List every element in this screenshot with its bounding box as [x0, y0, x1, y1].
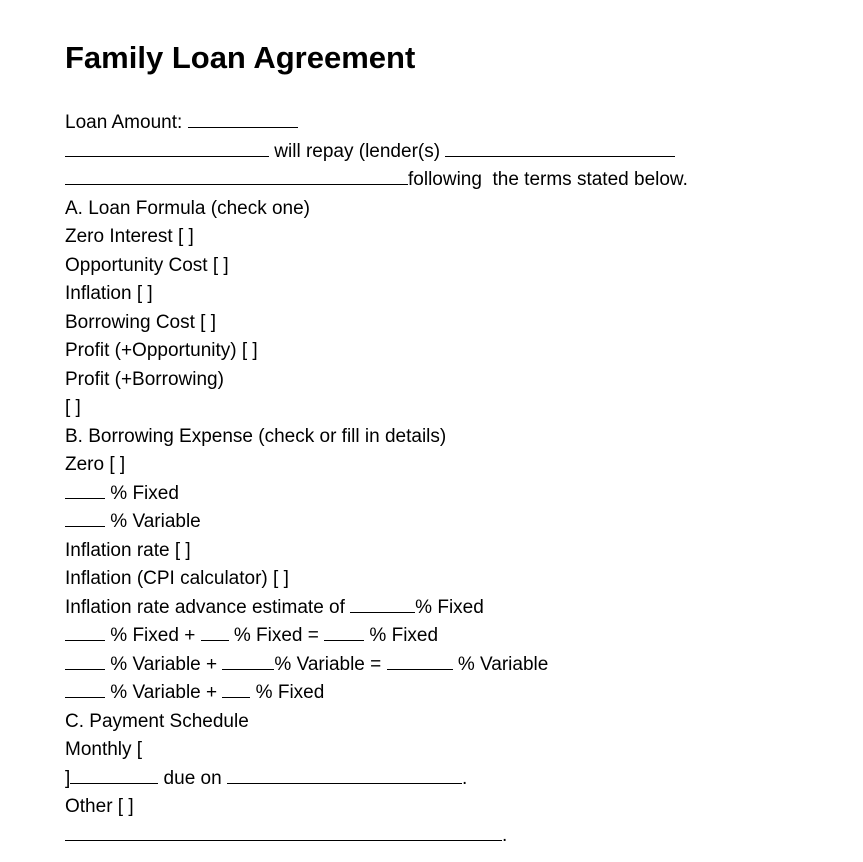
variable-sum-blank-1[interactable] [65, 651, 105, 670]
due-on-blank[interactable] [227, 765, 462, 784]
following-terms-label: following the terms stated below. [408, 169, 688, 190]
variable-sum-line [65, 651, 845, 680]
mixed-sum-blank-2[interactable] [222, 679, 250, 698]
variable-sum-blank-2[interactable] [222, 651, 274, 670]
variable-sum-label-2: % Variable = [274, 653, 387, 675]
inflation-advance-fixed-label: % Fixed [415, 596, 484, 618]
fixed-blank[interactable] [65, 480, 105, 499]
section-a-heading: A. Loan Formula (check one) [65, 197, 311, 219]
profit-opportunity-option[interactable]: Profit (+Opportunity) [ ] [65, 340, 258, 361]
mixed-sum-label-1: % Variable + [105, 682, 223, 703]
document-title: Family Loan Agreement [65, 40, 416, 75]
other-details-line [65, 822, 845, 851]
section-c-heading: C. Payment Schedule [65, 710, 249, 732]
fixed-sum-line [65, 622, 845, 651]
due-on-label: due on [158, 767, 227, 789]
fixed-label: % Fixed [105, 482, 179, 504]
inflation-rate-option[interactable]: Inflation rate [ ] [65, 539, 191, 561]
mixed-sum-blank-1[interactable] [65, 679, 105, 698]
loan-amount-line [65, 109, 845, 138]
fixed-sum-label-3: % Fixed [364, 625, 439, 646]
variable-label: % Variable [105, 511, 201, 532]
loan-amount-blank[interactable] [188, 109, 298, 128]
inflation-advance-line [65, 594, 845, 623]
monthly-option[interactable]: Monthly [ [65, 739, 143, 760]
zero-option[interactable]: Zero [ ] [65, 454, 126, 475]
zero-interest-option[interactable]: Zero Interest [ ] [65, 226, 194, 247]
section-b-heading: B. Borrowing Expense (check or fill in details) [65, 425, 447, 447]
will-repay-label: will repay (lender(s) [269, 140, 446, 162]
other-details-blank[interactable] [65, 822, 502, 841]
mixed-sum-line [65, 679, 845, 708]
lender-blank[interactable] [445, 138, 675, 157]
other-option[interactable]: Other [ ] [65, 796, 134, 817]
fixed-sum-blank-1[interactable] [65, 622, 105, 641]
lender-continued-blank[interactable] [65, 166, 408, 185]
opportunity-cost-option[interactable]: Opportunity Cost [ ] [65, 254, 229, 276]
variable-sum-label-3: % Variable [452, 653, 549, 675]
profit-borrowing-option: Profit (+Borrowing) [65, 368, 224, 390]
fixed-sum-blank-2[interactable] [201, 622, 229, 641]
inflation-advance-blank[interactable] [350, 594, 415, 613]
borrowing-cost-option[interactable]: Borrowing Cost [ ] [65, 311, 216, 333]
document-page [65, 38, 845, 850]
variable-sum-label-1: % Variable + [105, 653, 223, 675]
borrower-blank[interactable] [65, 138, 269, 157]
monthly-bracket-close: ] [65, 767, 71, 789]
variable-line [65, 508, 845, 537]
other-details-period: . [502, 824, 508, 846]
inflation-option[interactable]: Inflation [ ] [65, 283, 153, 304]
inflation-cpi-option[interactable]: Inflation (CPI calculator) [ ] [65, 568, 289, 589]
fixed-sum-label-1: % Fixed + [105, 625, 201, 646]
fixed-line [65, 480, 845, 509]
variable-blank[interactable] [65, 508, 105, 527]
terms-line [65, 166, 845, 195]
variable-sum-blank-3[interactable] [387, 651, 453, 670]
monthly-amount-blank[interactable] [70, 765, 158, 784]
profit-borrowing-checkbox[interactable]: [ ] [65, 397, 81, 418]
fixed-sum-blank-3[interactable] [324, 622, 364, 641]
due-on-line [65, 765, 845, 794]
loan-amount-label: Loan Amount: [65, 112, 188, 133]
inflation-advance-label: Inflation rate advance estimate of [65, 596, 351, 618]
mixed-sum-label-2: % Fixed [250, 682, 325, 703]
due-on-period: . [461, 767, 468, 789]
fixed-sum-label-2: % Fixed = [228, 625, 325, 646]
borrower-line [65, 138, 845, 167]
